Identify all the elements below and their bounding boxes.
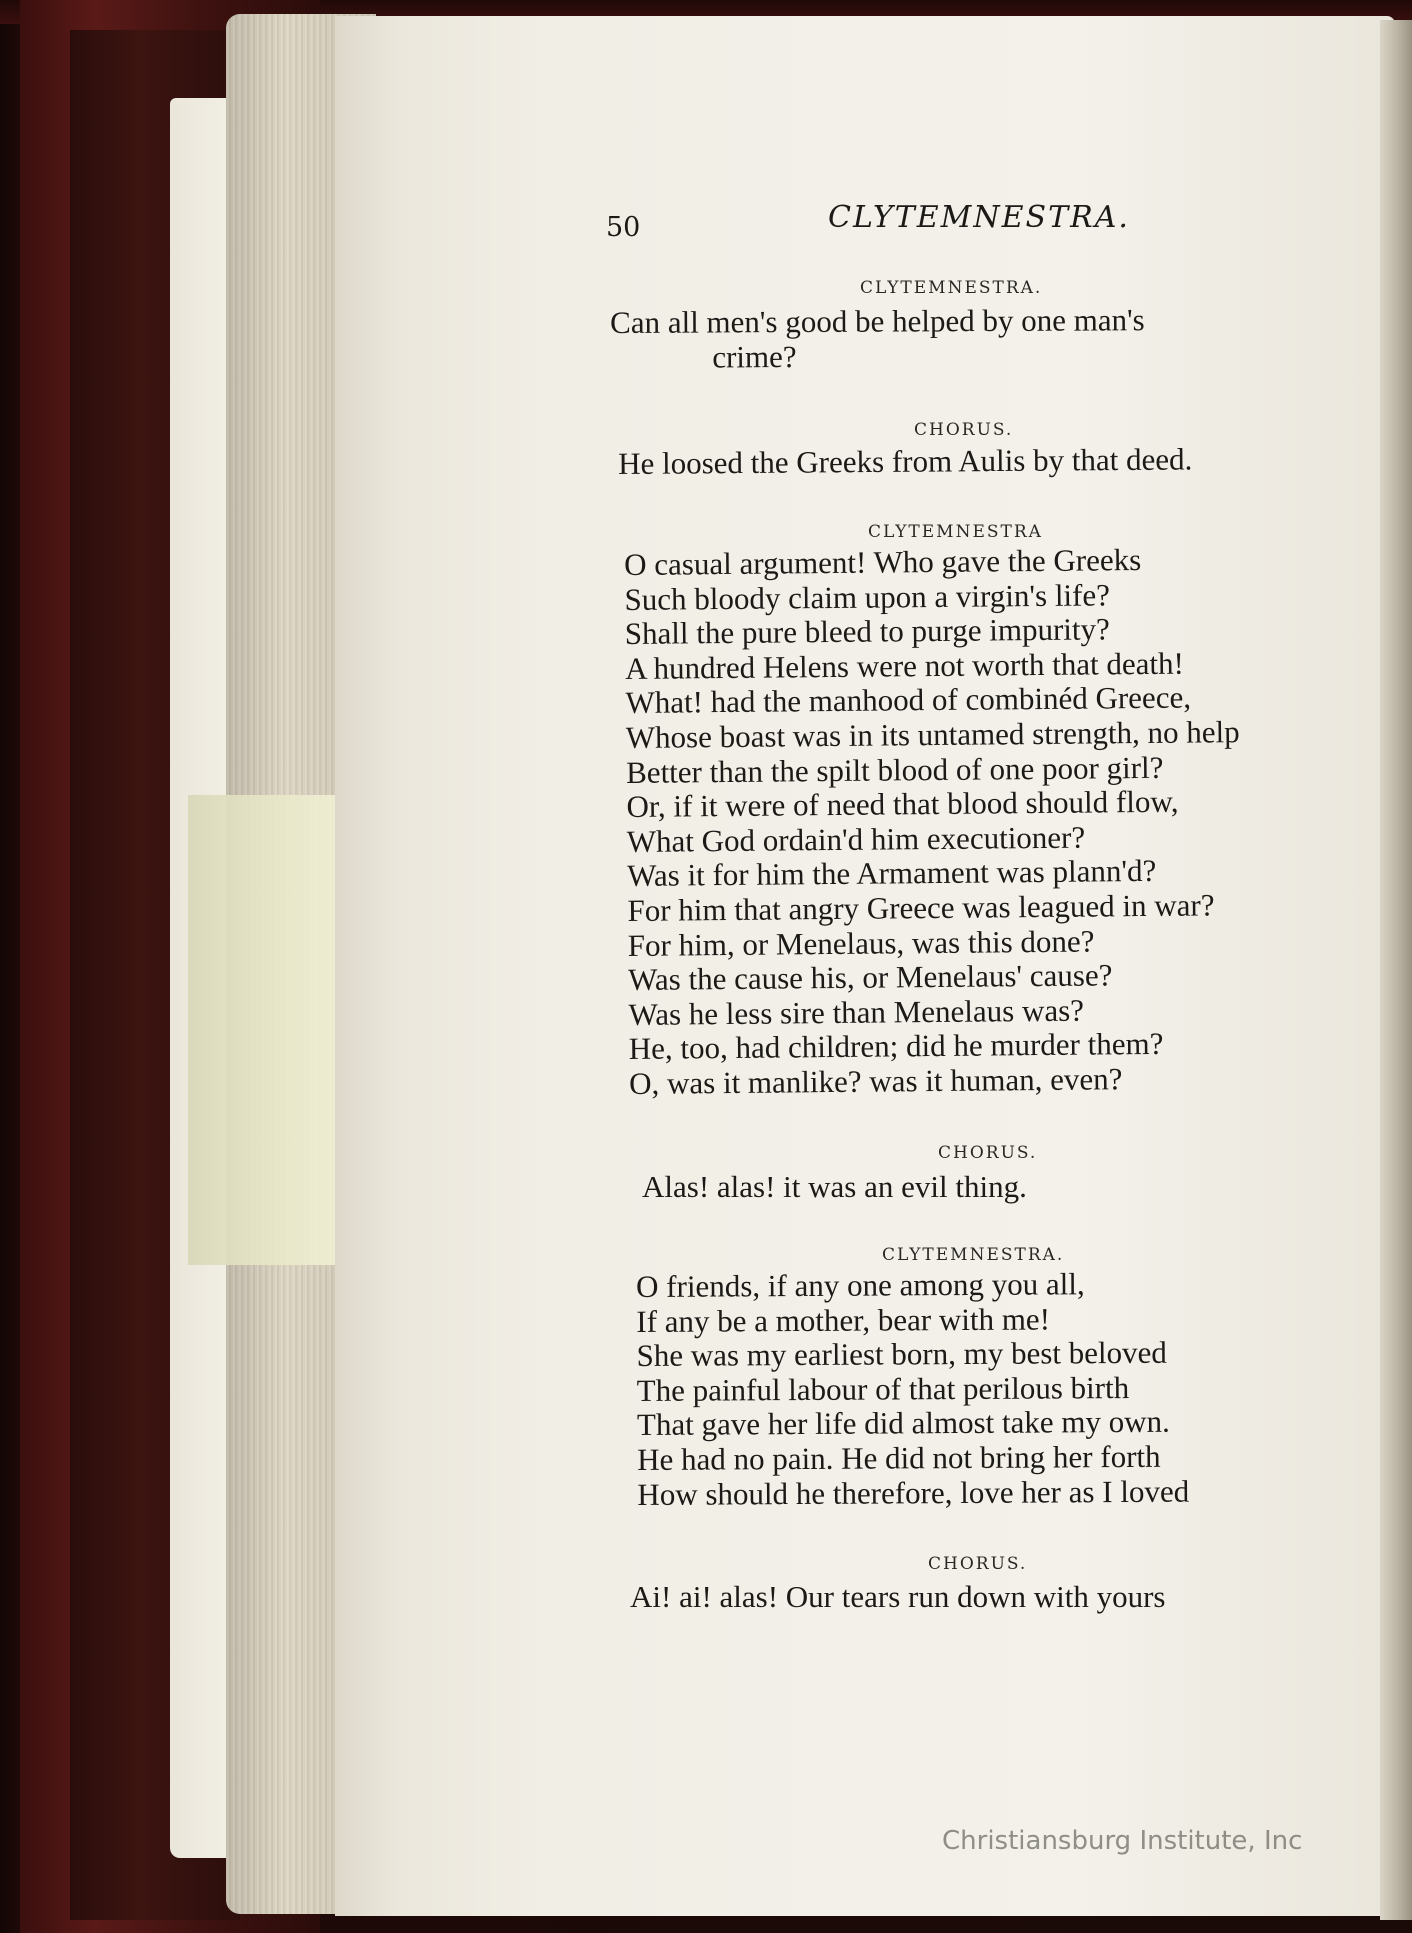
verse-line: Was it for him the Armament was plann'd? [626, 853, 1157, 894]
verse-line: How should he therefore, love her as I loved [637, 1473, 1190, 1512]
verse-line: Shall the pure bleed to purge impurity? [624, 611, 1110, 652]
verse-line: Alas! alas! it was an evil thing. [642, 1169, 1027, 1204]
verse-line: He, too, had children; did he murder them? [628, 1026, 1164, 1067]
verse-line: Better than the spilt blood of one poor girl? [625, 749, 1164, 790]
speaker-heading: CLYTEMNESTRA. [882, 1245, 1065, 1265]
verse-line: A hundred Helens were not worth that death! [624, 645, 1184, 686]
verse-line: That gave her life did almost take my own. [636, 1404, 1170, 1443]
watermark: Christiansburg Institute, Inc [942, 1826, 1303, 1856]
verse-line: He loosed the Greeks from Aulis by that deed. [617, 441, 1193, 481]
verse-line: Such bloody claim upon a virgin's life? [624, 576, 1111, 617]
running-head: CLYTEMNESTRA. [828, 200, 1130, 235]
speaker-heading: CLYTEMNESTRA [868, 522, 1043, 542]
verse-line: What God ordain'd him executioner? [626, 819, 1086, 859]
verse-line: O casual argument! Who gave the Greeks [623, 542, 1142, 582]
speaker-heading: CHORUS. [914, 420, 1014, 440]
verse-line: For him that angry Greece was leagued in war? [627, 887, 1215, 928]
speaker-heading: CHORUS. [928, 1554, 1028, 1574]
verse-line: Ai! ai! alas! Our tears run down with yours [630, 1579, 1166, 1614]
verse-line: Whose boast was in its untamed strength, no help [625, 714, 1240, 755]
verse-block [630, 1580, 1165, 1615]
page-right-edge [1380, 20, 1412, 1920]
verse-line: He had no pain. He did not bring her forth [637, 1438, 1161, 1477]
verse-block [642, 1170, 1027, 1205]
verse-line: Was he less sire than Menelaus was? [628, 992, 1085, 1032]
verse-line: The painful labour of that perilous birth [636, 1369, 1130, 1408]
verse-line: She was my earliest born, my best beloved [636, 1334, 1167, 1374]
page-number: 50 [606, 212, 641, 243]
verse-line: crime? [712, 338, 797, 375]
speaker-heading: CHORUS. [938, 1143, 1038, 1163]
verse-line: What! had the manhood of combinéd Greece, [625, 679, 1192, 721]
verse-line: O, was it manlike? was it human, even? [628, 1061, 1123, 1101]
verse-block [636, 1267, 1189, 1513]
verse-line: O friends, if any one among you all, [635, 1266, 1085, 1304]
verse-block [610, 303, 1145, 375]
verse-line: Was the cause his, or Menelaus' cause? [627, 957, 1113, 998]
verse-line: Can all men's good be helped by one man's [609, 302, 1145, 340]
verse-block [618, 442, 1192, 481]
verse-line: Or, if it were of need that blood should flow, [626, 783, 1179, 825]
verse-line: For him, or Menelaus, was this done? [627, 923, 1095, 963]
verse-line: If any be a mother, bear with me! [636, 1301, 1051, 1339]
speaker-heading: CLYTEMNESTRA. [860, 278, 1043, 298]
verse-block [624, 542, 1243, 1101]
